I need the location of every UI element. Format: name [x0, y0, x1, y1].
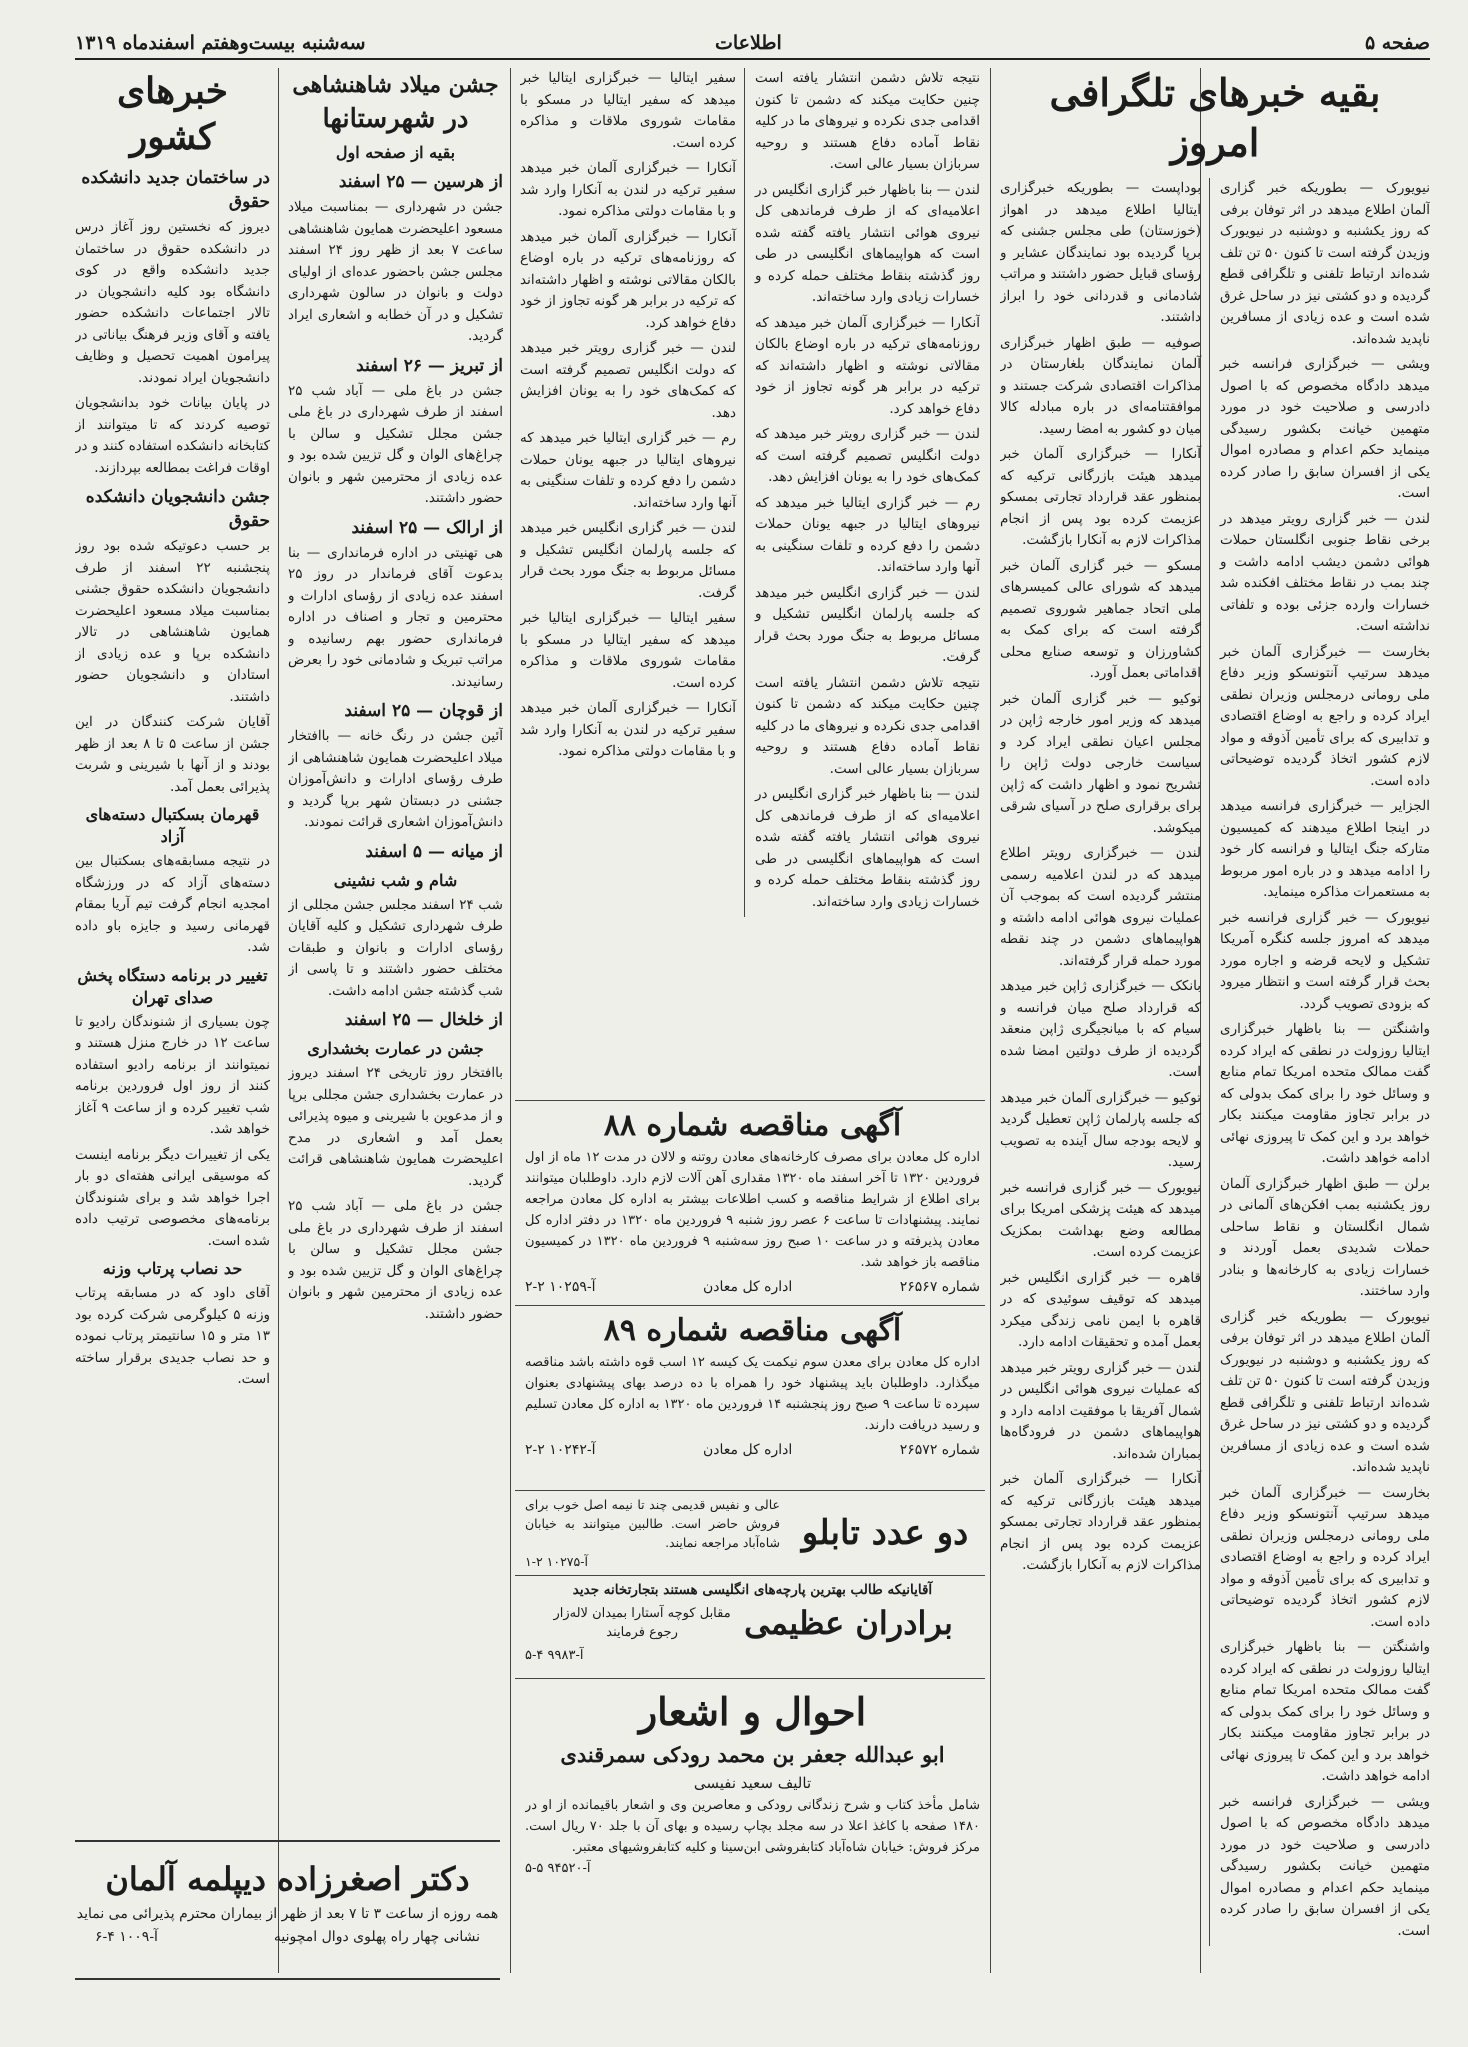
news-item: آنکارا — خبرگزاری آلمان خبر میدهد که روزنامه‌های ترکیه در باره اوضاع بالکان مقالاتی نوشته و اظهار داشته‌اند که ترکیه در برابر هر گونه تجاوز از خود دفاع خواهد کرد. — [755, 314, 980, 417]
column-rule — [990, 68, 991, 1973]
news-item: نیویورک — خبر گزاری فرانسه خبر میدهد که هیئت پزشکی امریکا برای مطالعه وضع بهداشت بمکزیک عزیمت کرده است. — [1000, 1179, 1201, 1260]
tender-notice-89-body: اداره کل معادن برای معدن سوم نیکمت یک کیسه ۱۲ اسب قوه داشته باشد مناقصه میگذارد. داوطلبان باید پیشنهاد خود را همراه با ده درصد بهای پیشنهادی بعنوان سپرده تا ساعت ۹ صبح روز پنجشنبه ۱۴ فروردین ماه ۱۳۲۰ به اداره کل معادن تسلیم و رسید دریافت دارند. — [525, 1355, 980, 1433]
news-item: آقایان شرکت کنندگان در این جشن از ساعت ۵ تا ۸ بعد از ظهر بودند و از آنها با شیرینی و شربت پذیرائی بعمل آمد. — [75, 714, 270, 795]
tender-notice-88 — [525, 1105, 980, 1300]
dateline: از قوچان — ۲۵ اسفند — [344, 701, 503, 721]
news-subcolumn-right — [755, 68, 980, 917]
news-item: بر حسب دعوتیکه شده بود روز پنجشنبه ۲۲ اسفند از طرف دانشجویان دانشکده حقوق جشنی بمناسبت میلاد مسعود اعلیحضرت همایون شاهنشاهی در تالار دانشکده برپا و عده زیادی از استادان و دانشجویان حضور داشتند. — [75, 538, 270, 705]
tender-notice-88-office: اداره کل معادن — [702, 1279, 793, 1295]
news-item: لندن — خبرگزاری رویتر اطلاع میدهد که در لندن اعلامیه رسمی منتشر گردیده است که بموجب آن عملیات نیروی هوائی ادامه داشته و هواپیماهای دشمن در چند نقطه مورد حمله قرار گرفته‌اند. — [1000, 845, 1201, 969]
subheading: تغییر در برنامه دستگاه پخش صدای تهران — [77, 965, 268, 1007]
news-item: دیروز که نخستین روز آغاز درس در دانشکده حقوق در ساختمان جدید دانشکده واقع در کوی دانشگاه بود کلیه دانشجویان در تالار اجتماعات دانشکده حضور یافته و آقای وزیر فرهنگ بیاناتی در پیرامون اهمیت تحصیل و وظایف دانشجویان ایراد نمودند. — [75, 219, 270, 386]
news-item: توکیو — خبرگزاری آلمان خبر میدهد که جلسه پارلمان ژاپن تعطیل گردید و لایحه بودجه سال آینده به تصویب رسید. — [1000, 1089, 1201, 1170]
dateline: از تبریز — ۲۶ اسفند — [356, 355, 503, 376]
news-item: آنکارا — خبرگزاری آلمان خبر میدهد که روزنامه‌های ترکیه در باره اوضاع بالکان مقالاتی نوشته و اظهار داشته‌اند که ترکیه در برابر هر گونه تجاوز از خود دفاع خواهد کرد. — [520, 228, 736, 331]
news-item: صوفیه — طبق اظهار خبرگزاری آلمان نمایندگان بلغارستان در مذاکرات اقتصادی شرکت جستند و موافقتنامه‌ای در باره مبادله کالا میان دو کشور به امضا رسید. — [1000, 334, 1201, 437]
news-item: لندن — بنا باظهار خبر گزاری انگلیس در اعلامیه‌ای که از طرف فرماندهی کل نیروی هوائی انتشار یافته گفته شده است که هواپیماهای انگلیسی در طی روز گذشته بنقاط مختلف حمله کرده و خسارات زیادی وارد ساخته‌اند. — [755, 786, 980, 910]
tender-notice-89-footer — [525, 1440, 980, 1461]
news-item: جشن در شهرداری — بمناسبت میلاد مسعود اعلیحضرت همایون شاهنشاهی ساعت ۷ بعد از ظهر روز ۲۴ اسفند مجلس جشن باحضور عده‌ای از اولیای دولت و بانوان در سالون شهرداری تشکیل و در آن خطابه و اشعاری ایراد گردید. — [288, 199, 503, 344]
news-item: لندن — خبر گزاری رویتر میدهد در برخی نقاط جنوبی انگلستان حملات هوائی دشمن دیشب ادامه داشت و چند بمب در نقاط مختلف افکنده شد خسارات وارده جزئی بوده و تلفاتی نداشته است. — [1220, 510, 1430, 634]
column-rule — [510, 68, 511, 1973]
tender-notice-89-office: اداره کل معادن — [702, 1442, 793, 1458]
dateline: از ارالک — ۲۵ اسفند — [351, 517, 503, 538]
news-item: نتیجه تلاش دشمن انتشار یافته است چنین حکایت میکند که دشمن تا کنون اقدامی جدی نکرده و نیروهای ما در کلیه نقاط آماده دفاع هستند و روحیه سربازان بسیار عالی است. — [755, 70, 980, 172]
celebrations-continued: بقیه از صفحه اول — [335, 143, 456, 162]
tender-notice-88-body: اداره کل معادن برای مصرف کارخانه‌های معادن روتنه و لالان در مدت ۱۲ ماه از اول فروردین ۱۳۲۰ تا آخر اسفند ماه ۱۳۲۰ مقداری آهن آلات لازم دارد. داوطلبان میتوانند برای اطلاع از شرایط مناقصه و کسب اطلاعات بیشتر به اداره کل معادن مراجعه نمایند. پیشنهادات تا ساعت ۶ عصر روز شنبه ۹ فروردین ماه ۱۳۲۰ در دفتر اداره کل معادن پذیرفته و در ساعت ۱۰ صبح روز سه‌شنبه ۹ فروردین ماه ۱۳۲۰ در کمیسیون مناقصه باز خواهد شد. — [525, 1150, 980, 1270]
rudaki-ad-title: احوال و اشعار — [638, 1689, 867, 1734]
news-item: هی تهنیتی در اداره فرمانداری — بنا بدعوت آقای فرماندار در روز ۲۵ اسفند عده زیادی از رؤسای ادارات و محترمین و تجار و اصناف در اداره فرمانداری حضور بهم رسانیده و مراتب تبریک و شادمانی خود را بعرض رسانیدند. — [288, 544, 503, 690]
celebrations-headline: جشن میلاد شاهنشاهی — [292, 72, 499, 98]
page-number: صفحه ۵ — [1364, 32, 1430, 54]
news-item: لندن — خبر گزاری انگلیس خبر میدهد که جلسه پارلمان انگلیس تشکیل و مسائل مربوط به جنگ مورد بحث قرار گرفت. — [520, 520, 736, 601]
subheading: حد نصاب پرتاب وزنه — [102, 1259, 243, 1278]
column-telegraph-news — [1000, 68, 1430, 1973]
telegraph-news-headline: بقیه خبرهای تلگرافی امروز — [1049, 70, 1381, 165]
news-item: باافتخار روز تاریخی ۲۴ اسفند دیروز در عمارت بخشداری جشن مجللی برپا و از مدعوین با شیرینی و میوه پذیرائی بعمل آمد و اشعاری در مدح اعلیحضرت همایون شاهنشاهی قرائت گردید. — [288, 1065, 503, 1189]
paintings-ad-code: آ-۱۰۲۷۵ ۲-۱ — [525, 1554, 588, 1569]
doctor-ad-title: دکتر اصغرزاده دیپلمه آلمان — [105, 1860, 470, 1898]
news-item: لندن — خبر گزاری رویتر خبر میدهد که عملیات نیروی هوائی انگلیس در شمال آفریقا با موفقیت ادامه دارد و هواپیماهای دشمن در فرودگاه‌ها بمباران شده‌اند. — [1000, 1359, 1201, 1462]
news-item: شب ۲۴ اسفند مجلس جشن مجللی از طرف شهرداری تشکیل و کلیه آقایان رؤسای ادارات و بانوان و طبقات مختلف حضور داشتند و تا پاسی از شب گذشته جشن ادامه داشت. — [288, 896, 503, 999]
azimi-ad-address: مقابل کوچه آستارا بمیدان لاله‌زار رجوع فرمایند — [553, 1606, 731, 1640]
news-item: الجزایر — خبرگزاری فرانسه میدهد در اینجا اطلاع میدهند که کمیسیون متارکه جنگ ایتالیا و فرانسه کار خود را ادامه میدهد و در باره امور مربوط به مستعمرات مذاکره مینماید. — [1220, 798, 1430, 900]
national-news-headline: خبرهای کشور — [116, 70, 229, 158]
doctor-ad-code: آ-۱۰۰۹ ۴-۶ — [95, 1929, 158, 1945]
news-item: سفیر ایتالیا — خبرگزاری ایتالیا خبر میدهد که سفیر ایتالیا در مسکو با مقامات شوروی ملاقات و مذاکره کرده است. — [520, 610, 736, 691]
news-item: بوداپست — بطوریکه خبرگزاری ایتالیا اطلاع میدهد در اهواز (خوزستان) طی مجلس جشنی که برپا گردیده بود نمایندگان عشایر و رؤسای قبایل حضور داشتند و مراتب شادمانی و قدردانی خود را ابراز داشتند. — [1000, 180, 1201, 325]
news-subcolumn-left — [520, 68, 745, 917]
news-item: چون بسیاری از شنوندگان رادیو تا ساعت ۱۲ در خارج منزل هستند و نمیتوانند از برنامه رادیو استفاده کنند از روز اول فروردین برنامه شب تغییر کرده و از ساعت ۹ آغاز خواهد شد. — [75, 1013, 270, 1137]
news-item: جشن در باغ ملی — آباد شب ۲۵ اسفند از طرف شهرداری در باغ ملی جشن مجلل تشکیل و سالن با چراغ‌های الوان و گل تزیین شده بود و عده زیادی از محترمین شهر و بانوان حضور داشتند. — [288, 382, 503, 506]
news-item: نیویورک — بطوریکه خبر گزاری آلمان اطلاع میدهد در اثر توفان برفی که روز یکشنبه و دوشنبه در نیویورک وزیدن گرفته است تا کنون ۵۰ تن تلف شده‌اند ارتباط تلفنی و تلگرافی قطع گردیده و دو کشتی نیز در ساحل غرق شده است و عده زیادی از مسافرین ناپدید شده‌اند. — [1220, 1308, 1430, 1475]
tender-notice-89-code: آ-۱۰۲۴۲ ۲-۲ — [525, 1442, 596, 1458]
news-item: بانکک — خبرگزاری ژاپن خبر میدهد که قرارداد صلح میان فرانسه و سیام که با میانجیگری ژاپن منعقد گردیده از طرف دولتین امضا شده است. — [1000, 978, 1201, 1080]
subheading: شام و شب نشینی — [333, 870, 458, 890]
section-rule — [515, 1575, 985, 1576]
dateline: از خلخال — ۲۵ اسفند — [344, 1010, 503, 1030]
news-item: نیویورک — بطوریکه خبر گزاری آلمان اطلاع میدهد در اثر توفان برفی که روز یکشنبه و دوشنبه در نیویورک وزیدن گرفته است تا کنون ۵۰ تن تلف شده‌اند ارتباط تلفنی و تلگرافی قطع گردیده و دو کشتی نیز در ساحل غرق شده است و عده زیادی از مسافرین ناپدید شده‌اند. — [1220, 180, 1430, 347]
tender-notice-88-number: شماره ۲۶۵۶۷ — [899, 1279, 980, 1295]
section-rule — [515, 1678, 985, 1679]
paintings-ad-title: دو عدد تابلو — [801, 1513, 969, 1553]
news-item: توکیو — خبر گزاری آلمان خبر میدهد که وزیر امور خارجه ژاپن در مجلس اعیان نطقی ایراد کرد و سیاست خارجی دولت ژاپن را تشریح نمود و اظهار داشت که ژاپن برای برقراری صلح در آسیای شرقی میکوشد. — [1000, 690, 1201, 836]
dateline: از هرسین — ۲۵ اسفند — [338, 172, 503, 192]
news-item: سفیر ایتالیا — خبرگزاری ایتالیا خبر میدهد که سفیر ایتالیا در مسکو با مقامات شوروی ملاقات و مذاکره کرده است. — [520, 70, 736, 151]
news-item: آئین جشن در رنگ خانه — باافتخار میلاد اعلیحضرت همایون شاهنشاهی از طرف رؤسای ادارات و دانش‌آموزان جشنی در دبستان شهر برپا گردید و دانش‌آموزان اشعاری قرائت نمودند. — [288, 728, 503, 830]
doctor-ad — [75, 1840, 500, 1980]
news-item: لندن — خبر گزاری انگلیس خبر میدهد که جلسه پارلمان انگلیس تشکیل و مسائل مربوط به جنگ مورد بحث قرار گرفت. — [755, 584, 980, 665]
column-rule — [278, 68, 279, 1973]
paintings-ad-body: عالی و نفیس قدیمی چند تا نیمه اصل خوب برای فروش حاضر است. طالبین میتوانند به خیابان شاه‌آباد مراجعه نمایند. — [525, 1497, 780, 1550]
azimi-brothers-ad — [525, 1580, 980, 1675]
column-foreign-news — [520, 68, 980, 1093]
news-item: لندن — بنا باظهار خبر گزاری انگلیس در اعلامیه‌ای که از طرف فرماندهی کل نیروی هوائی انتشار یافته گفته شده است که هواپیماهای انگلیسی در طی روز گذشته بنقاط مختلف حمله کرده و خسارات زیادی وارد ساخته‌اند. — [755, 181, 980, 305]
news-item: بخارست — خبرگزاری آلمان خبر میدهد سرتیپ آنتونسکو وزیر دفاع ملی رومانی درمجلس وزیران نطقی ایراد کرده و راجع به اوضاع اقتصادی و تدابیری که برای تأمین آذوقه و مواد لازم کشور اتخاذ گردیده توضیحاتی داده است. — [1220, 643, 1430, 789]
celebrations-headline-2: در شهرستانها — [322, 104, 469, 134]
azimi-ad-title: برادران عظیمی — [744, 1604, 953, 1642]
tender-notice-88-code: آ-۱۰۲۵۹ ۲-۲ — [525, 1279, 596, 1295]
news-item: واشنگتن — بنا باظهار خبرگزاری ایتالیا روزولت در نطقی که ایراد کرده گفت ممالک متحده امریکا تمام منابع و وسائل خود را برای کمک بدولی که در برابر تجاوز مقاومت میکنند بکار خواهد برد و این کمک تا پیروزی نهائی ادامه خواهد داشت. — [1220, 1021, 1430, 1166]
news-item: نتیجه تلاش دشمن انتشار یافته است چنین حکایت میکند که دشمن تا کنون اقدامی جدی نکرده و نیروهای ما در کلیه نقاط آماده دفاع هستند و روحیه سربازان بسیار عالی است. — [755, 674, 980, 777]
tender-notice-89-title: آگهی مناقصه شماره ۸۹ — [603, 1313, 902, 1348]
paintings-ad — [525, 1495, 980, 1570]
subheading: جشن در عمارت بخشداری — [307, 1039, 484, 1058]
news-item: برلن — طبق اظهار خبرگزاری آلمان روز یکشنبه بمب افکن‌های آلمانی در شمال انگلستان و نقاط ساحلی حملات شدیدی بعمل آوردند و خسارات زیادی به کارخانه‌ها و بنادر وارد ساختند. — [1220, 1175, 1430, 1299]
doctor-ad-address: نشانی چهار راه پهلوی دوال امچونیه — [273, 1929, 480, 1945]
azimi-ad-code: آ-۹۹۸۳ ۴-۵ — [525, 1648, 584, 1663]
news-item: آنکارا — خبرگزاری آلمان خبر میدهد سفیر ترکیه در لندن به آنکارا وارد شد و با مقامات دولتی مذاکره نمود. — [520, 700, 736, 759]
news-item: آنکارا — خبرگزاری آلمان خبر میدهد سفیر ترکیه در لندن به آنکارا وارد شد و با مقامات دولتی مذاکره نمود. — [520, 160, 736, 219]
section-rule — [515, 1490, 985, 1491]
subheading: جشن دانشجویان دانشکده حقوق — [85, 487, 270, 531]
news-item: رم — خبر گزاری ایتالیا خبر میدهد که نیروهای ایتالیا در جبهه یونان حملات دشمن را دفع کرده و تلفات سنگینی به آنها وارد ساخته‌اند. — [520, 430, 736, 511]
issue-date: سه‌شنبه بیست‌وهفتم اسفندماه ۱۳۱۹ — [75, 32, 366, 54]
newspaper-name: اطلاعات — [715, 32, 782, 54]
section-rule — [515, 1100, 985, 1101]
news-item: مسکو — خبر گزاری آلمان خبر میدهد که شورای عالی کمیسرهای ملی اتحاد جماهیر شوروی تصمیم گرفته است که برای کمک به کشاورزان و توسعه صنایع محلی اقداماتی بعمل آورد. — [1000, 557, 1201, 681]
column-national-news — [75, 68, 270, 1833]
tender-notice-89 — [525, 1310, 980, 1485]
news-item: لندن — خبر گزاری رویتر خبر میدهد که دولت انگلیس تصمیم گرفته است که کمک‌های خود را به یونان افزایش دهد. — [520, 340, 736, 421]
news-item: آنکارا — خبرگزاری آلمان خبر میدهد هیئت بازرگانی ترکیه که بمنظور عقد قرارداد تجارتی بمسکو عزیمت کرده بود پس از انجام مذاکرات لازم به آنکارا بازگشت. — [1000, 446, 1201, 548]
doctor-ad-footer — [75, 1926, 500, 1948]
news-item: ویشی — خبرگزاری فرانسه خبر میدهد دادگاه مخصوص که با اصول دادرسی و صلاحیت خود در مورد متهمین خیانت بکشور رسیدگی مینماید حکم اعدام و مصادره اموال یکی از افسران سابق را صادر کرده است. — [1220, 356, 1430, 501]
rudaki-ad-subtitle: ابو عبدالله جعفر بن محمد رودکی سمرقندی — [560, 1742, 945, 1767]
dateline: از میانه — ۵ اسفند — [365, 841, 503, 862]
tender-notice-89-number: شماره ۲۶۵۷۲ — [899, 1442, 980, 1458]
column-birthday-celebrations — [288, 68, 503, 1973]
news-item: رم — خبر گزاری ایتالیا خبر میدهد که نیروهای ایتالیا در جبهه یونان حملات دشمن را دفع کرده و تلفات سنگینی به آنها وارد ساخته‌اند. — [755, 494, 980, 575]
news-item: ویشی — خبرگزاری فرانسه خبر میدهد دادگاه مخصوص که با اصول دادرسی و صلاحیت خود در مورد متهمین خیانت بکشور رسیدگی مینماید حکم اعدام و مصادره اموال یکی از افسران سابق را صادر کرده است. — [1220, 1793, 1430, 1939]
telegraph-subcolumn-right — [1220, 178, 1430, 1946]
news-item: بخارست — خبرگزاری آلمان خبر میدهد سرتیپ آنتونسکو وزیر دفاع ملی رومانی درمجلس وزیران نطقی ایراد کرده و راجع به اوضاع اقتصادی و تدابیری که برای تأمین آذوقه و مواد لازم کشور اتخاذ گردیده توضیحاتی داده است. — [1220, 1484, 1430, 1630]
rudaki-ad-body: شامل مأخذ کتاب و شرح زندگانی رودکی و معاصرین وی و اشعار باقیمانده از او در ۱۴۸۰ صفحه با کاغذ اعلا در سه مجلد بچاپ رسیده و بهای آن با جلد ۷۰ ریال است. مرکز فروش: خیابان شاه‌آباد کتابفروشی ابن‌سینا و کلیه کتابفروشیهای معتبر. — [525, 1798, 980, 1855]
section-rule — [515, 1305, 985, 1306]
tender-notice-88-footer — [525, 1277, 980, 1298]
news-item: واشنگتن — بنا باظهار خبرگزاری ایتالیا روزولت در نطقی که ایراد کرده گفت ممالک متحده امریکا تمام منابع و وسائل خود را برای کمک بدولی که در برابر تجاوز مقاومت میکنند بکار خواهد برد و این کمک تا پیروزی نهائی ادامه خواهد داشت. — [1220, 1639, 1430, 1784]
news-item: جشن در باغ ملی — آباد شب ۲۵ اسفند از طرف شهرداری در باغ ملی جشن مجلل تشکیل و سالن با چراغ‌های الوان و گل تزیین شده بود و عده زیادی از محترمین شهر و بانوان حضور داشتند. — [288, 1198, 503, 1322]
rudaki-book-ad — [525, 1685, 980, 1975]
subheading: در ساختمان جدید دانشکده حقوق — [81, 168, 270, 212]
news-item: آنکارا — خبرگزاری آلمان خبر میدهد هیئت بازرگانی ترکیه که بمنظور عقد قرارداد تجارتی بمسکو عزیمت کرده بود پس از انجام مذاکرات لازم به آنکارا بازگشت. — [1000, 1471, 1201, 1573]
telegraph-subcolumn-left — [1000, 178, 1210, 1946]
news-item: در نتیجه مسابقه‌های بسکتبال بین دسته‌های آزاد که در ورزشگاه امجدیه انجام گرفت تیم آریا بمقام قهرمانی رسید و جایزه باو داده شد. — [75, 853, 270, 955]
news-item: نیویورک — خبر گزاری فرانسه خبر میدهد که امروز جلسه کنگره آمریکا تشکیل و لایحه قرضه و اجاره مورد بحث قرار گرفته است و انتظار میرود که بزودی تصویب گردد. — [1220, 909, 1430, 1012]
masthead — [75, 30, 1430, 60]
news-item: یکی از تغییرات دیگر برنامه اینست که موسیقی ایرانی هفته‌ای دو بار اجرا خواهد شد و برای شنوندگان برنامه‌های مخصوصی ترتیب داده شده است. — [75, 1146, 270, 1249]
news-item: لندن — خبر گزاری رویتر خبر میدهد که دولت انگلیس تصمیم گرفته است که کمک‌های خود را به یونان افزایش دهد. — [755, 426, 980, 485]
news-item: آقای داود که در مسابقه پرتاب وزنه ۵ کیلوگرمی شرکت کرده بود ۱۳ متر و ۱۵ سانتیمتر پرتاب نموده و حد نصاب جدیدی برقرار ساخته است. — [75, 1285, 270, 1387]
tender-notice-88-title: آگهی مناقصه شماره ۸۸ — [603, 1108, 902, 1143]
doctor-ad-hours: همه روزه از ساعت ۳ تا ۷ بعد از ظهر از بیماران محترم پذیرائی می نماید — [76, 1906, 499, 1922]
news-item: قاهره — خبر گزاری انگلیس خبر میدهد که توقیف سوئیدی که در قاهره با ایمن نامی زندگی میکرد بعمل آمده و تحقیقات ادامه دارد. — [1000, 1269, 1201, 1350]
azimi-ad-line: آقایانیکه طالب بهترین پارچه‌های انگلیسی هستند بتجارتخانه جدید — [572, 1582, 933, 1598]
subheading: قهرمان بسکتبال دسته‌های آزاد — [85, 805, 260, 846]
rudaki-ad-code: آ-۹۴۵۲۰ ۵-۵ — [525, 1861, 591, 1876]
rudaki-ad-author: تالیف سعید نفیسی — [693, 1774, 812, 1792]
news-item: در پایان بیانات خود بدانشجویان توصیه کردند که تا میتوانند از کتابخانه دانشکده استفاده کنند و در اوقات فراغت بمطالعه بپردازند. — [75, 395, 270, 476]
